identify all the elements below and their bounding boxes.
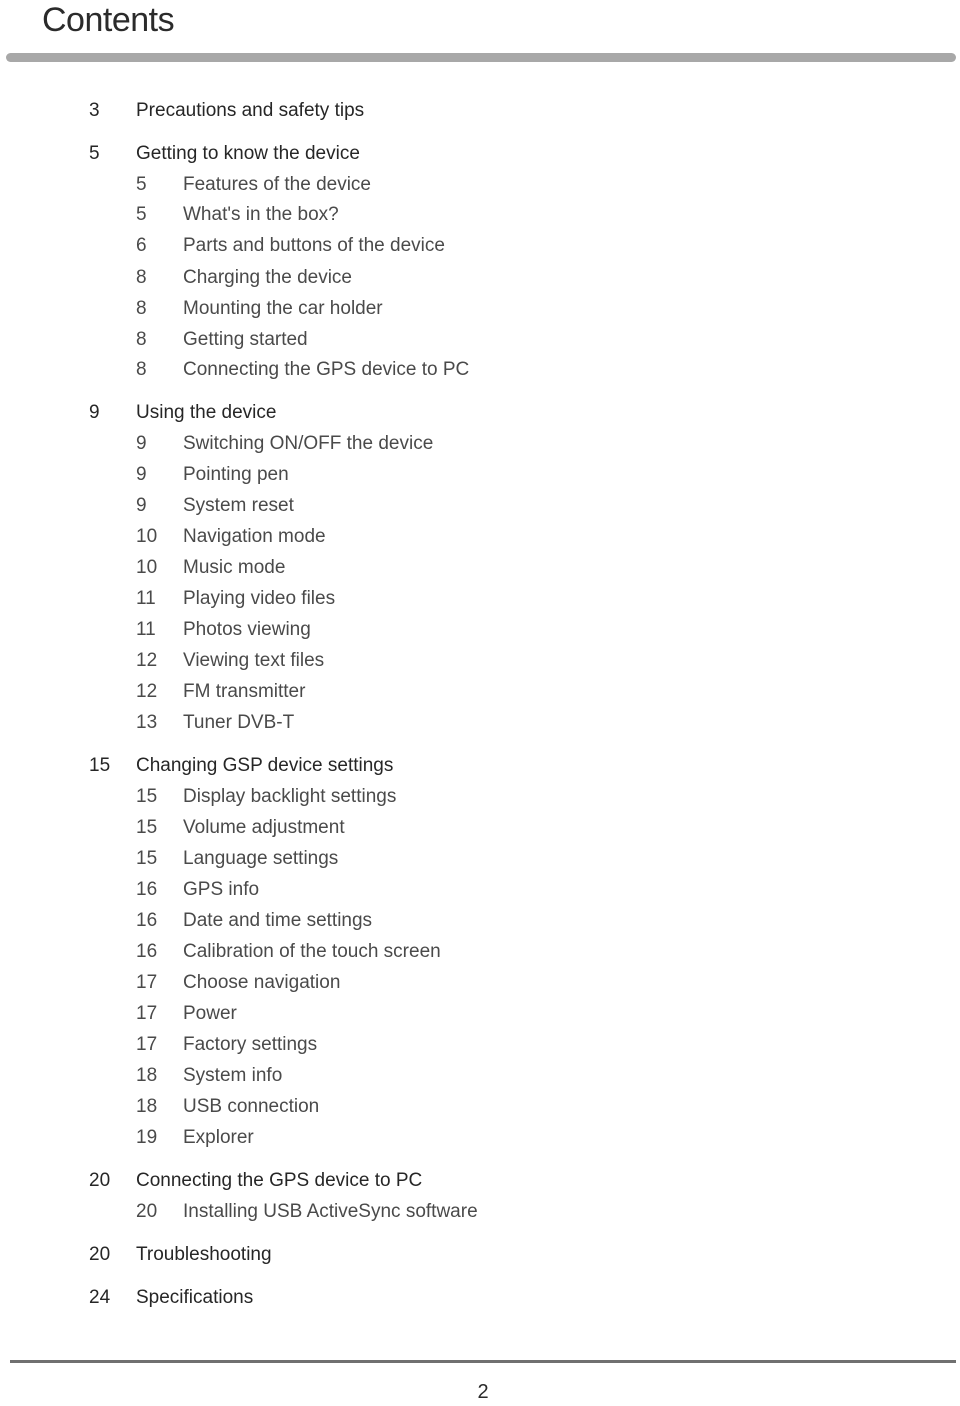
toc-subentry-title: Getting started xyxy=(183,329,308,350)
toc-subentry-title: Switching ON/OFF the device xyxy=(183,433,434,454)
toc-subentry-title: Choose navigation xyxy=(183,972,341,993)
toc-subentry-page: 9 xyxy=(136,495,147,516)
toc-subentry-page: 15 xyxy=(136,848,158,869)
toc-subentry-page: 17 xyxy=(136,972,158,993)
toc-subentry-title: Volume adjustment xyxy=(183,817,345,838)
toc-subentry-page: 11 xyxy=(136,619,156,640)
toc-subentry-page: 15 xyxy=(136,786,158,807)
toc-entry-page: 20 xyxy=(89,1244,111,1265)
toc-subentry-page: 8 xyxy=(136,329,147,350)
toc-subentry-page: 12 xyxy=(136,650,158,671)
page-title: Contents xyxy=(42,1,175,39)
toc-subentry-title: Factory settings xyxy=(183,1034,318,1055)
toc-subentry-title: USB connection xyxy=(183,1096,320,1117)
toc-subentry-title: Date and time settings xyxy=(183,910,373,931)
toc-subentry-page: 9 xyxy=(136,464,147,485)
toc-entry-title: Changing GSP device settings xyxy=(136,755,394,776)
toc-subentry-title: Explorer xyxy=(183,1127,254,1148)
toc-subentry-title: Navigation mode xyxy=(183,526,326,547)
toc-entry-title: Using the device xyxy=(136,402,277,423)
toc-subentry-page: 8 xyxy=(136,298,147,319)
toc-subentry-page: 9 xyxy=(136,433,147,454)
toc-subentry-page: 5 xyxy=(136,204,147,225)
toc-subentry-page: 16 xyxy=(136,910,158,931)
toc-subentry-title: Pointing pen xyxy=(183,464,289,485)
toc-subentry-page: 10 xyxy=(136,526,158,547)
toc-subentry-page: 15 xyxy=(136,817,158,838)
toc-subentry-page: 20 xyxy=(136,1201,158,1222)
toc-subentry-page: 18 xyxy=(136,1096,158,1117)
toc-entry-title: Connecting the GPS device to PC xyxy=(136,1170,423,1191)
toc-subentry-title: System info xyxy=(183,1065,283,1086)
toc-entry-page: 9 xyxy=(89,402,100,423)
toc-subentry-title: Charging the device xyxy=(183,267,352,288)
toc-subentry-page: 6 xyxy=(136,235,147,256)
toc-subentry-page: 17 xyxy=(136,1003,158,1024)
footer-rule xyxy=(10,1360,956,1363)
toc-subentry-title: Installing USB ActiveSync software xyxy=(183,1201,478,1222)
toc-subentry-page: 8 xyxy=(136,267,147,288)
toc-subentry-page: 19 xyxy=(136,1127,158,1148)
toc-subentry-page: 10 xyxy=(136,557,158,578)
toc-subentry-page: 11 xyxy=(136,588,156,609)
header-rule xyxy=(6,53,956,62)
toc-subentry-page: 13 xyxy=(136,712,158,733)
toc-subentry-page: 16 xyxy=(136,879,158,900)
toc-subentry-title: Language settings xyxy=(183,848,339,869)
page-number: 2 xyxy=(477,1381,489,1403)
toc-subentry-page: 17 xyxy=(136,1034,158,1055)
toc-entry-title: Specifications xyxy=(136,1287,254,1308)
toc-entry-page: 3 xyxy=(89,100,100,121)
toc-subentry-title: Mounting the car holder xyxy=(183,298,383,319)
toc-entry-page: 24 xyxy=(89,1287,111,1308)
toc-subentry-page: 16 xyxy=(136,941,158,962)
toc-entry-title: Precautions and safety tips xyxy=(136,100,365,121)
toc-subentry-page: 12 xyxy=(136,681,158,702)
toc-subentry-page: 5 xyxy=(136,174,147,195)
toc-subentry-title: FM transmitter xyxy=(183,681,306,702)
toc-subentry-page: 8 xyxy=(136,359,147,380)
toc-subentry-title: GPS info xyxy=(183,879,260,900)
toc-subentry-title: Photos viewing xyxy=(183,619,311,640)
toc-subentry-page: 18 xyxy=(136,1065,158,1086)
toc-subentry-title: Connecting the GPS device to PC xyxy=(183,359,470,380)
toc-subentry-title: Calibration of the touch screen xyxy=(183,941,441,962)
toc-entry-title: Troubleshooting xyxy=(136,1244,272,1265)
toc-subentry-title: Tuner DVB-T xyxy=(183,712,295,733)
toc-subentry-title: System reset xyxy=(183,495,294,516)
toc-subentry-title: Playing video files xyxy=(183,588,336,609)
toc-subentry-title: Music mode xyxy=(183,557,286,578)
toc-subentry-title: Display backlight settings xyxy=(183,786,397,807)
toc-entry-page: 20 xyxy=(89,1170,111,1191)
toc-subentry-title: Features of the device xyxy=(183,174,371,195)
toc-subentry-title: What's in the box? xyxy=(183,204,339,225)
toc-subentry-title: Power xyxy=(183,1003,237,1024)
toc-subentry-title: Viewing text files xyxy=(183,650,325,671)
toc-entry-title: Getting to know the device xyxy=(136,143,360,164)
toc-entry-page: 5 xyxy=(89,143,100,164)
toc-entry-page: 15 xyxy=(89,755,111,776)
toc-subentry-title: Parts and buttons of the device xyxy=(183,235,445,256)
